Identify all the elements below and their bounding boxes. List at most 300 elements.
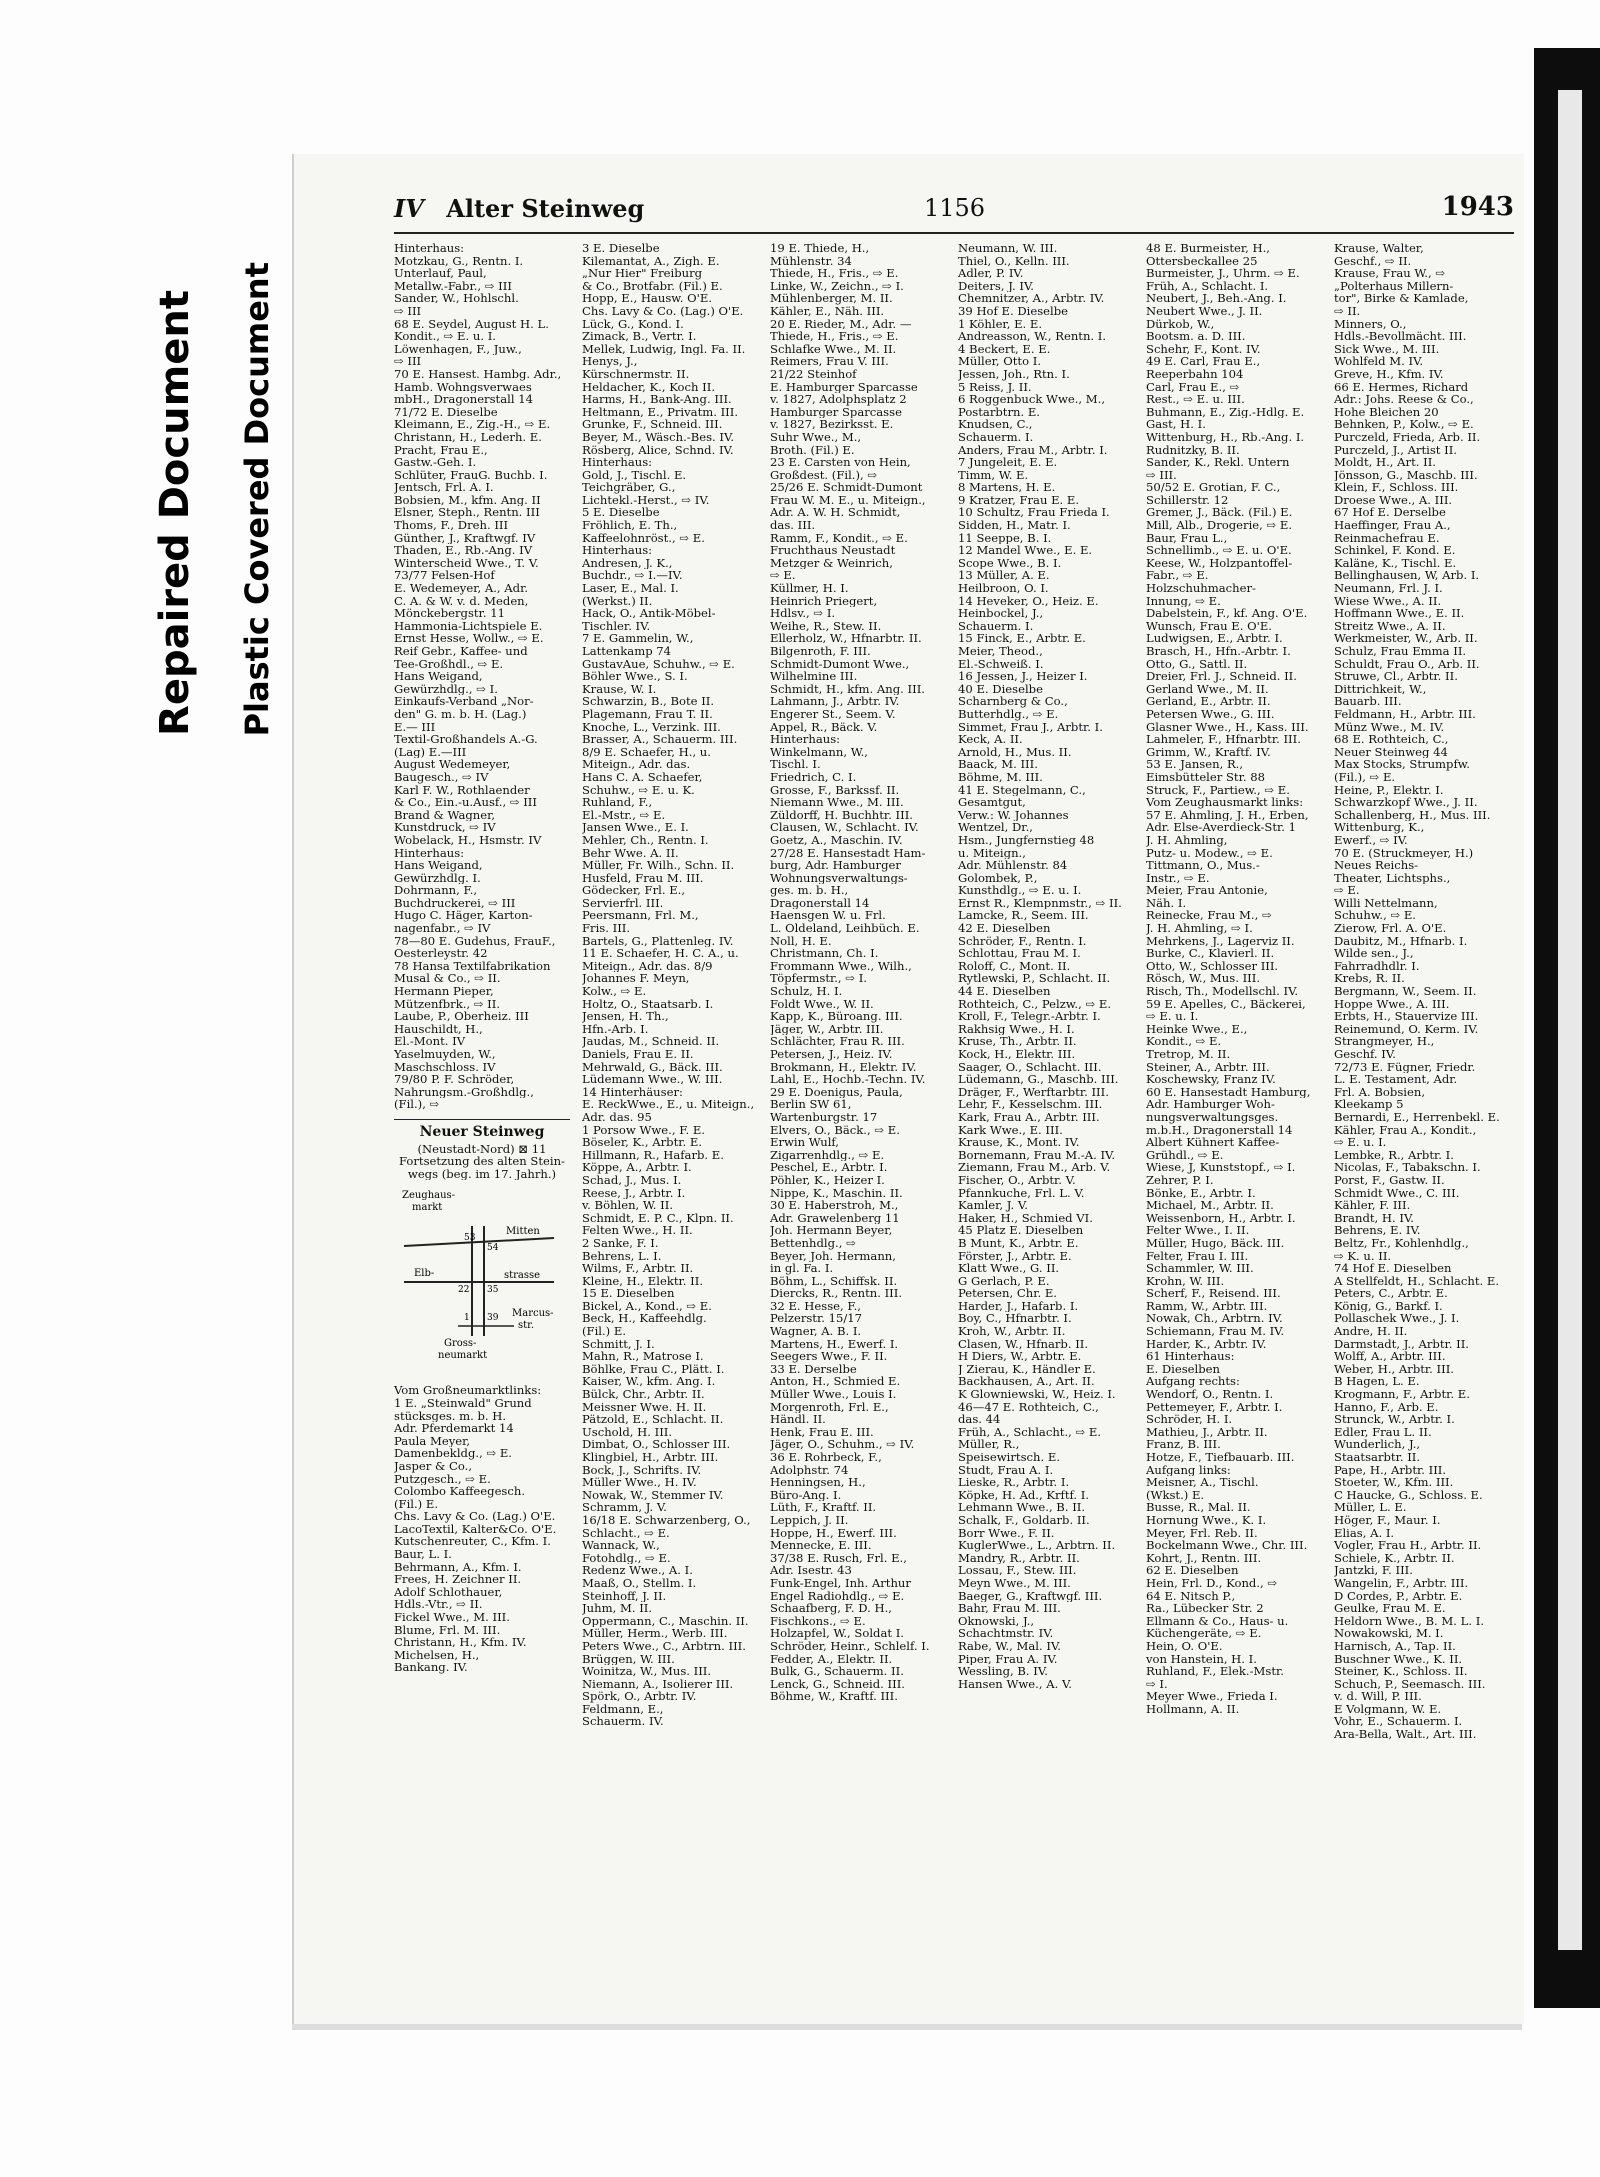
directory-entry-line: Rudnitzky, B. II. [1146, 443, 1240, 457]
directory-entry-line: ⇨ II. [1334, 304, 1361, 318]
directory-entry-line: Hoppe, H., Ewerf. III. [770, 1526, 897, 1540]
directory-entry-line: Speisewirtsch. E. [958, 1451, 1061, 1464]
directory-entry-line: Wunsch, Frau E. O'E. [1146, 619, 1272, 633]
directory-entry-line: Löwenhagen, F., Juw., [394, 342, 522, 356]
directory-entry-line: 64 E. Nitsch P., [1146, 1589, 1236, 1603]
directory-entry-line: Lahmeler, F., Hfnarbtr. III. [1146, 733, 1301, 746]
directory-entry-line: 19 E. Thiede, H., [770, 242, 870, 255]
directory-entry-line: 46—47 E. Rothteich, C., [958, 1400, 1099, 1414]
directory-entry-line: nungsverwaltungsges. [1146, 1110, 1279, 1124]
directory-entry-line: ⇨ K. u. II. [1334, 1249, 1392, 1263]
directory-entry-line: Thiede, H., Fris., ⇨ E. [770, 267, 899, 280]
street-title: Alter Steinweg [446, 194, 645, 223]
directory-entry-line: 15 E. Dieselben [582, 1287, 675, 1300]
directory-entry-line: Miteign., Adr. das. 8/9 [582, 959, 713, 973]
directory-entry-line: Keese, W., Holzpantoffel- [1146, 556, 1293, 570]
map-label: 22 [458, 1285, 470, 1296]
directory-entry-line: Beltz, Fr., Kohlenhdlg., [1334, 1236, 1469, 1250]
directory-entry-line: Adr. Pferdemarkt 14 [394, 1422, 514, 1435]
directory-entry-line: 7 E. Gammelin, W., [582, 632, 694, 645]
directory-entry-line: Wessling, B. IV. [958, 1665, 1048, 1678]
directory-entry-line: Noll, H. E. [770, 934, 832, 948]
directory-entry-line: Ramm, W., Arbtr. III. [1146, 1299, 1268, 1313]
directory-entry-line: Jasper & Co., [394, 1459, 473, 1473]
directory-entry-line: Uschold, H. III. [582, 1425, 673, 1439]
directory-entry-line: Schlacht., ⇨ E. [582, 1526, 670, 1540]
directory-entry-line: Frau W. M. E., u. Miteign., [770, 493, 926, 507]
directory-entry-line: Lahl, E., Hochb.-Techn. IV. [770, 1073, 926, 1086]
directory-entry-line: Putzgesch., ⇨ E. [394, 1472, 491, 1486]
directory-entry-line: Verw.: W. Johannes [958, 808, 1069, 822]
directory-entry-line: Hans Weigand, [394, 859, 483, 872]
directory-entry-line: Wagner, A. B. I. [770, 1325, 862, 1338]
directory-entry-line: 50/52 E. Grotian, F. C., [1146, 481, 1281, 494]
directory-entry-line: Schauerm. IV. [582, 1715, 664, 1729]
directory-entry-line: Bauarb. III. [1334, 695, 1402, 708]
directory-entry-line: Schiele, K., Arbtr. II. [1334, 1551, 1455, 1565]
directory-entry-line: Thoms, F., Dreh. III [394, 519, 509, 532]
directory-entry-line: Chs. Lavy & Co. (Lag.) O'E. [582, 304, 744, 318]
directory-entry-line: Woinitza, W., Mus. III. [582, 1665, 712, 1678]
directory-entry-line: Gesamtgut, [958, 796, 1026, 809]
header-left [394, 194, 644, 223]
directory-entry-line: Bergmann, W., Seem. II. [1334, 985, 1477, 998]
directory-entry-line: Feldmann, E., [582, 1702, 664, 1716]
directory-entry-line: v. Böhlen, W. II. [582, 1199, 674, 1212]
directory-entry-line: Henk, Frau E. III. [770, 1425, 874, 1439]
directory-entry-line: Hohe Bleichen 20 [1334, 405, 1439, 419]
directory-entry-line: Schalk, F., Goldarb. II. [958, 1513, 1090, 1527]
directory-entry-line: Peschel, E., Arbtr. I. [770, 1161, 888, 1174]
directory-entry-line: Wilhelmine III. [770, 670, 858, 683]
directory-entry-line: Hans Weigand, [394, 670, 483, 683]
directory-entry-line: Köppe, A., Arbtr. I. [582, 1161, 692, 1174]
map-label: Zeughaus- [402, 1190, 456, 1202]
directory-entry-line: 33 E. Derselbe [770, 1362, 857, 1376]
directory-entry-line: 14 Hinterhäuser: [582, 1085, 683, 1099]
directory-entry-line: Busse, R., Mal. II. [1146, 1501, 1251, 1514]
street-map-drawing [394, 1186, 564, 1376]
directory-entry-line: 11 E. Schaefer, H. C. A., u. [582, 947, 739, 960]
map-label: neumarkt [438, 1350, 488, 1362]
directory-entry-line: Strunck, W., Arbtr. I. [1334, 1413, 1455, 1426]
directory-entry-line: Anders, Frau M., Arbtr. I. [958, 443, 1108, 457]
map-label: Gross- [444, 1338, 477, 1350]
directory-entry-line: Wangelin, F., Arbtr. III. [1334, 1576, 1469, 1590]
directory-entry-line: Schillerstr. 12 [1146, 493, 1229, 507]
directory-entry-line: Weissenborn, H., Arbtr. I. [1146, 1211, 1296, 1225]
directory-entry-line: Gewürzhdlg. I. [394, 871, 481, 885]
directory-entry-line: Schröder, H. I. [1146, 1413, 1233, 1426]
directory-entry-line: Diercks, R., Rentn. III. [770, 1287, 903, 1300]
directory-entry-line: Lüth, F., Kraftf. II. [770, 1501, 877, 1514]
directory-entry-line: Geschf. IV. [1334, 1048, 1396, 1061]
directory-entry-line: 25/26 E. Schmidt-Dumont [770, 481, 923, 494]
directory-entry-line: burg, Adr. Hamburger [770, 859, 901, 872]
directory-entry-line: 37/38 E. Rusch, Frl. E., [770, 1551, 907, 1565]
directory-entry-line: Christmann, Ch. I. [770, 947, 879, 960]
directory-entry-line: Meyn Wwe., M. III. [958, 1576, 1071, 1590]
directory-entry-line: Oesterleystr. 42 [394, 947, 488, 960]
directory-entry-line: von Hanstein, H. I. [1146, 1652, 1257, 1666]
directory-entry-line: Max Stocks, Strumpfw. [1334, 758, 1470, 771]
map-label: 35 [487, 1285, 499, 1296]
directory-entry-line: (Fil.) E. [394, 1497, 439, 1511]
directory-entry-line: Felter Wwe., I. II. [1146, 1224, 1250, 1237]
directory-entry-line: Thaden, E., Rb.-Ang. IV [394, 544, 533, 557]
directory-entry-line: Saager, O., Schlacht. III. [958, 1060, 1102, 1074]
directory-entry-line: Vohr, E., Schauerm. I. [1334, 1715, 1463, 1729]
directory-entry-line: & Co., Brotfabr. (Fil.) E. [582, 279, 723, 293]
directory-entry-line: Früh, A., Schlacht. I. [1146, 279, 1269, 293]
directory-entry-line: 45 Platz E. Dieselben [958, 1224, 1084, 1237]
directory-entry-line: Adr. Isestr. 43 [770, 1564, 852, 1577]
directory-entry-line: 30 E. Haberstroh, M., [770, 1199, 899, 1212]
directory-entry-line: Adr. Else-Averdieck-Str. 1 [1146, 821, 1297, 834]
directory-entry-line: Reinmachefrau E. [1334, 531, 1440, 545]
directory-entry-line: Jensen, H. Th., [582, 1010, 669, 1023]
directory-entry-line: Näh. I. [1146, 896, 1187, 910]
map-label: 53 [464, 1233, 476, 1244]
directory-entry-line: Otto, G., Sattl. II. [1146, 657, 1248, 671]
directory-entry-line: Schlüter, FrauG. Buchb. I. [394, 468, 548, 482]
directory-entry-line: Koschewsky, Franz IV. [1146, 1073, 1276, 1086]
directory-entry-line: Engel Radiohdlg., ⇨ E. [770, 1589, 905, 1603]
directory-entry-line: Kark, Frau A., Arbtr. III. [958, 1110, 1100, 1124]
directory-entry-line: E. Dieselben [1146, 1362, 1220, 1376]
directory-entry-line: Grühdl., ⇨ E. [1146, 1148, 1224, 1162]
directory-entry-line: Hoffmann Wwe., E. II. [1334, 607, 1465, 620]
directory-entry-line: Schauerm. I. [958, 430, 1034, 444]
directory-entry-line: Golombek, P., [958, 871, 1038, 885]
directory-entry-line: Schulz, Frau Emma II. [1334, 645, 1467, 658]
directory-entry-line: Klein, F., Schloss. III. [1334, 481, 1459, 494]
directory-entry-line: Kleine, H., Elektr. II. [582, 1274, 704, 1288]
directory-entry-line: m.b.H., Dragonerstall 14 [1146, 1123, 1293, 1137]
directory-entry-line: Schachtmstr. IV. [958, 1627, 1054, 1640]
directory-entry-line: Vom Zeughausmarkt links: [1146, 796, 1304, 809]
directory-entry-line: Wolff, A., Arbtr. III. [1334, 1350, 1446, 1363]
directory-entry-line: Böhlke, Frau C., Plätt. I. [582, 1362, 725, 1376]
directory-entry-line: Kohrt, J., Rentn. III. [1146, 1551, 1262, 1565]
directory-entry-line: Tischler. IV. [582, 619, 651, 633]
directory-entry-line: Wohlfeld M. IV. [1334, 355, 1424, 368]
directory-entry-line: L. Oldeland, Leihbüch. E. [770, 922, 920, 935]
directory-entry-line: tor", Birke & Kamlade, [1334, 292, 1469, 305]
directory-entry-line: Wohnungsverwaltungs- [770, 871, 908, 885]
directory-entry-line: Mennecke, E. III. [770, 1539, 872, 1552]
directory-entry-line: Unterlauf, Paul, [394, 267, 487, 280]
directory-entry-line: Dräger, F., Werftarbtr. III. [958, 1085, 1109, 1099]
directory-entry-line: Steiner, A., Arbtr. III. [1146, 1060, 1270, 1074]
directory-entry-line: Albert Kühnert Kaffee- [1146, 1136, 1280, 1149]
directory-entry-line: Clasen, W., Hfnarb. II. [958, 1337, 1089, 1351]
scanner-edge-gap [1558, 90, 1582, 1950]
directory-entry-line: Strangmeyer, H., [1334, 1035, 1435, 1048]
directory-entry-line: Scherf, F., Reisend. III. [1146, 1287, 1281, 1300]
directory-entry-line: Hsm., Jungfernstieg 48 [958, 833, 1095, 847]
directory-entry-line: Schlächter, Frau R. III. [770, 1035, 905, 1048]
map-label: 1 [464, 1313, 470, 1324]
directory-entry-line: & Co., Ein.-u.Ausf., ⇨ III [394, 796, 537, 809]
directory-entry-line: Kamler, J. V. [958, 1199, 1028, 1212]
directory-page [292, 154, 1524, 2024]
directory-entry-line: Hfn.-Arb. I. [582, 1022, 649, 1036]
directory-entry-line: Adr. A. W. H. Schmidt, [770, 506, 901, 520]
directory-entry-line: Henningsen, H., [770, 1476, 866, 1489]
directory-entry-line: Spörk, O., Arbtr. IV. [582, 1690, 697, 1703]
directory-entry-line: Steiner, K., Schloss. II. [1334, 1665, 1468, 1678]
directory-entry-line: ⇨ E. u. I. [1334, 1136, 1387, 1149]
directory-entry-line: Grunke, F., Schneid. III. [582, 418, 723, 431]
directory-entry-line: Kähler, Frau A., Kondit., [1334, 1123, 1477, 1137]
directory-entry-line: Instr., ⇨ E. [1146, 871, 1210, 885]
directory-entry-line: 74 Hof E. Dieselben [1334, 1262, 1452, 1275]
directory-entry-line: Felter, Frau I. III. [1146, 1249, 1249, 1263]
directory-entry-line: Küllmer, H. I. [770, 582, 849, 595]
directory-entry-line: Christann, H., Kfm. IV. [394, 1636, 527, 1649]
directory-entry-line: 6 Roggenbuck Wwe., M., [958, 393, 1106, 406]
directory-entry-line: 49 E. Carl, Frau E., [1146, 355, 1261, 368]
map-label: Mitten [506, 1226, 540, 1238]
directory-entry-line: Schiemann, Frau M. IV. [1146, 1325, 1285, 1338]
directory-entry-line: Reeperbahn 104 [1146, 367, 1244, 381]
directory-entry-line: Mehrkens, J., Lagerviz II. [1146, 934, 1295, 948]
directory-entry-line: Schröder, F., Rentn. I. [958, 934, 1087, 948]
directory-entry-line: Jäger, O., Schuhm., ⇨ IV. [770, 1438, 915, 1451]
directory-entry-line: Wendorf, O., Rentn. I. [1146, 1388, 1274, 1401]
directory-entry-line: Servierfrl. III. [582, 896, 664, 910]
directory-entry-line: Appel, R., Bäck. V. [770, 720, 878, 734]
directory-entry-line: ⇨ III. [1146, 468, 1177, 482]
directory-entry-line: Förster, J., Arbtr. E. [958, 1249, 1072, 1263]
directory-entry-line: Dohrmann, F., [394, 884, 478, 897]
directory-entry-line: Goetz, A., Maschin. IV. [770, 833, 903, 847]
section-subtitle: wegs (beg. im 17. Jahrh.) [407, 1167, 557, 1181]
directory-entry-line: Schlafke Wwe., M. II. [770, 342, 897, 356]
directory-entry-line: Wiese Wwe., A. II. [1334, 594, 1442, 608]
directory-entry-line: Wilde sen., J., [1334, 947, 1414, 960]
directory-entry-line: Wittenburg, H., Rb.-Ang. I. [1146, 430, 1305, 444]
directory-entry-line: Müller, Otto I. [958, 355, 1042, 368]
directory-entry-line: Miteign., Adr. das. [582, 758, 691, 771]
directory-entry-line: König, G., Barkf. I. [1334, 1299, 1443, 1313]
directory-entry-line: Hauschildt, H., [394, 1022, 483, 1036]
directory-entry-line: Darmstadt, J., Arbtr. II. [1334, 1337, 1469, 1351]
directory-entry-line: 73/77 Felsen-Hof [394, 569, 495, 583]
directory-entry-line: Pelzerstr. 15/17 [770, 1312, 863, 1326]
directory-entry-line: Mandry, R., Arbtr. II. [958, 1551, 1080, 1565]
directory-entry-line: Adr. Mühlenstr. 84 [958, 859, 1068, 872]
directory-entry-line: Bornemann, Frau M.-A. IV. [958, 1148, 1116, 1162]
directory-entry-line: 21/22 Steinhof [770, 367, 857, 381]
directory-entry-line: Bönke, E., Arbtr. I. [1146, 1186, 1256, 1200]
directory-entry-line: Friedrich, C. I. [770, 770, 857, 784]
directory-entry-line: Arnold, H., Mus. II. [958, 745, 1072, 759]
directory-entry-line: 23 E. Carsten von Hein, [770, 456, 911, 469]
directory-entry-line: Tretrop, M. II. [1146, 1048, 1231, 1061]
directory-entry-line: Seegers Wwe., F. II. [770, 1350, 888, 1363]
directory-entry-line: Einkaufs-Verband „Nor- [394, 695, 534, 708]
directory-entry-line: Fris. III. [582, 922, 631, 935]
directory-entry-line: (Fil.), ⇨ E. [1334, 770, 1396, 784]
directory-entry-line: Sick Wwe., M. III. [1334, 342, 1440, 356]
directory-entry-line: Pape, H., Arbtr. III. [1334, 1463, 1447, 1477]
directory-entry-line: Purczeld, J., Artist II. [1334, 443, 1457, 457]
directory-entry-line: 12 Mandel Wwe., E. E. [958, 544, 1093, 557]
directory-entry-line: Simmet, Frau J., Arbtr. I. [958, 720, 1103, 734]
directory-entry-line: Kolw., ⇨ E. [582, 985, 647, 998]
directory-entry-line: Neubert, J., Beh.-Ang. I. [1146, 292, 1287, 305]
directory-entry-line: Maschschloss. IV [394, 1060, 496, 1074]
directory-entry-line: 7 Jungeleit, E. E. [958, 456, 1058, 469]
directory-entry-line: Kilemantat, A., Zigh. E. [582, 254, 720, 268]
directory-entry-line: Wobelack, H., Hsmstr. IV [394, 833, 542, 847]
directory-entry-line: Mahn, R., Matrose I. [582, 1350, 704, 1363]
directory-entry-line: Franz, B. III. [1146, 1438, 1221, 1451]
directory-entry-line: Anton, H., Schmied E. [770, 1375, 901, 1389]
directory-entry-line: Hans C. A. Schaefer, [582, 770, 703, 784]
directory-entry-line: Schulz, H. I. [770, 985, 843, 998]
directory-entry-line: Chemnitzer, A., Arbtr. IV. [958, 292, 1105, 305]
directory-entry-line: Bettenhdlg., ⇨ [770, 1236, 856, 1250]
directory-entry-line: Haker, H., Schmied VI. [958, 1211, 1093, 1225]
directory-entry-line: Heinbockel, J., [958, 607, 1044, 620]
directory-entry-line: Zimack, B., Vertr. I. [582, 330, 697, 343]
column-6 [1334, 242, 1510, 1982]
directory-entry-line: Schmidt-Dumont Wwe., [770, 657, 910, 671]
directory-entry-line: Burmeister, J., Uhrm. ⇨ E. [1146, 267, 1300, 280]
directory-entry-line: Beck, H., Kaffeehdlg. [582, 1312, 707, 1326]
directory-entry-line: Musal & Co., ⇨ II. [394, 972, 501, 986]
directory-entry-line: Hornung Wwe., K. I. [1146, 1513, 1267, 1527]
directory-entry-line: Rösch, W., Mus. III. [1146, 972, 1261, 986]
directory-entry-line: Kähler, E., Näh. III. [770, 304, 885, 318]
directory-entry-line: v. 1827, Adolphsplatz 2 [770, 393, 907, 406]
directory-entry-line: Kapp, K., Büroang. III. [770, 1010, 903, 1023]
directory-entry-line: Tittmann, O., Mus.- [1146, 859, 1260, 872]
directory-entry-line: Clausen, W., Schlacht. IV. [770, 821, 919, 834]
directory-entry-line: Bootsm. a. D. III. [1146, 330, 1246, 343]
directory-entry-line: Bellinghausen, W, Arb. I. [1334, 569, 1480, 583]
directory-entry-line: Johannes F. Meyn, [582, 972, 690, 986]
directory-entry-line: Gast, H. I. [1146, 418, 1206, 431]
directory-entry-line: Gewürzhdlg., ⇨ I. [394, 682, 498, 696]
directory-entry-line: Erbts, H., Stauervize III. [1334, 1010, 1479, 1023]
directory-entry-line: Zehrer, P. I. [1146, 1173, 1214, 1187]
directory-entry-line: Kleimann, E., Zig.-H., ⇨ E. [394, 418, 551, 431]
directory-entry-line: Holtz, O., Staatsarb. I. [582, 997, 714, 1011]
directory-entry-line: Heldacher, K., Koch II. [582, 380, 716, 394]
directory-entry-line: Hugo C. Häger, Karton- [394, 909, 533, 923]
directory-entry-line: Redenz Wwe., A. I. [582, 1564, 693, 1577]
directory-entry-line: Sander, W., Hohlschl. [394, 292, 519, 305]
directory-entry-line: 59 E. Apelles, C., Bäckerei, [1146, 997, 1306, 1011]
directory-entry-line: Lahmann, J., Arbtr. IV. [770, 695, 900, 708]
directory-entry-line: Schwarzkopf Wwe., J. II. [1334, 796, 1478, 809]
directory-entry-line: Händl. II. [770, 1413, 826, 1426]
directory-entry-line: Laser, E., Mal. I. [582, 582, 679, 595]
directory-entry-line: Leppich, J. II. [770, 1513, 849, 1527]
directory-entry-line: Motzkau, G., Rentn. I. [394, 254, 524, 268]
directory-entry-line: Pracht, Frau E., [394, 443, 488, 457]
directory-entry-line: LacoTextil, Kalter&Co. O'E. [394, 1522, 557, 1536]
directory-entry-line: Behr Wwe. A. II. [582, 846, 679, 860]
directory-entry-line: Behrens, L. I. [582, 1249, 662, 1263]
directory-entry-line: H Diers, W., Arbtr. E. [958, 1350, 1082, 1363]
directory-entry-line: Rabe, W., Mal. IV. [958, 1639, 1061, 1653]
directory-entry-line: Martens, H., Ewerf. I. [770, 1337, 899, 1351]
directory-entry-line: Mühlenstr. 34 [770, 254, 852, 268]
directory-entry-line: Krogmann, F., Arbtr. E. [1334, 1388, 1470, 1401]
directory-entry-line: 70 E. (Struckmeyer, H.) [1334, 846, 1474, 860]
directory-entry-line: Holzschuhmacher- [1146, 582, 1256, 595]
directory-entry-line: Beyer, M., Wäsch.-Bes. IV. [582, 430, 735, 444]
directory-entry-line: C Haucke, G., Schloss. E. [1334, 1488, 1483, 1502]
directory-entry-line: B Munt, K., Arbtr. E. [958, 1236, 1079, 1250]
directory-entry-line: Chs. Lavy & Co. (Lag.) O'E. [394, 1510, 556, 1523]
directory-entry-line: Struck, F., Partiew., ⇨ E. [1146, 783, 1290, 797]
directory-entry-line: Dittrichkeit, W., [1334, 682, 1427, 696]
directory-entry-line: Krause, K., Mont. IV. [958, 1136, 1080, 1149]
directory-entry-line: Feldmann, H., Arbtr. III. [1334, 707, 1476, 721]
directory-entry-line: Höger, F., Maur. I. [1334, 1513, 1441, 1527]
directory-entry-line: ⇨ E. [1334, 884, 1360, 897]
directory-entry-line: Meyer Wwe., Frieda I. [1146, 1690, 1278, 1703]
directory-entry-line: Elsner, Steph., Rentn. III [394, 506, 540, 520]
directory-entry-line: Wiese, J, Kunststopf., ⇨ I. [1146, 1161, 1296, 1174]
directory-entry-line: Jentsch, Frl. A. I. [394, 481, 494, 494]
directory-entry-line: Fickel Wwe., M. III. [394, 1611, 510, 1624]
directory-entry-line: Ramm, F., Kondit., ⇨ E. [770, 531, 908, 545]
directory-entry-line: u. Miteign., [958, 846, 1026, 860]
directory-entry-line: das. III. [770, 519, 816, 532]
directory-entry-line: Morgenroth, Frl. E., [770, 1400, 889, 1414]
directory-entry-line: Schmitt, J. I. [582, 1337, 655, 1351]
directory-entry-line: Hopp, E., Hausw. O'E. [582, 292, 713, 305]
directory-entry-line: Müller Wwe., H. IV. [582, 1476, 697, 1489]
directory-entry-line: Krebs, R. II. [1334, 972, 1405, 986]
directory-entry-line: C. A. & W. v. d. Meden, [394, 594, 529, 608]
directory-entry-line: E. Hamburger Sparcasse [770, 380, 918, 394]
directory-entry-line: 8 Martens, H. E. [958, 481, 1056, 494]
directory-entry-line: Hein, O. O'E. [1146, 1639, 1223, 1653]
directory-entry-line: Droese Wwe., A. III. [1334, 493, 1453, 507]
directory-entry-line: Baur, L. I. [394, 1548, 452, 1561]
directory-entry-line: 61 Hinterhaus: [1146, 1350, 1235, 1363]
directory-entry-line: Borr Wwe., F. II. [958, 1526, 1055, 1540]
directory-entry-line: Struwe, Cl., Arbtr. II. [1334, 670, 1458, 683]
directory-entry-line: Kleekamp 5 [1334, 1098, 1404, 1111]
map-label: str. [518, 1320, 535, 1332]
directory-entry-line: Adr. Hamburger Woh- [1146, 1098, 1275, 1111]
directory-entry-line: Putz- u. Modew., ⇨ E. [1146, 846, 1273, 860]
directory-entry-line: Behrens, E. IV. [1334, 1224, 1421, 1237]
directory-entry-line: (Wkst.) E. [1146, 1488, 1205, 1502]
directory-entry-line: Mönckebergstr. 11 [394, 607, 505, 620]
directory-entry-line: 68 E. Seydel, August H. L. [394, 317, 549, 331]
column-3 [770, 242, 946, 1982]
directory-entry-line: K Glowniewski, W., Heiz. I. [958, 1388, 1116, 1401]
directory-entry-line: Tee-Großhdl., ⇨ E. [394, 657, 504, 671]
directory-entry-line: Jessen, Joh., Rtn. I. [958, 367, 1070, 381]
directory-entry-line: 15 Finck, E., Arbtr. E. [958, 632, 1086, 645]
directory-entry-line: Schuhw., ⇨ E. u. K. [582, 783, 695, 797]
directory-entry-line: Yaselmuyden, W., [394, 1048, 496, 1061]
directory-entry-line: Jansen Wwe., E. I. [582, 821, 689, 834]
directory-entry-line: Fedder, A., Elektr. II. [770, 1652, 893, 1666]
directory-entry-line: den" G. m. b. H. (Lag.) [394, 707, 527, 721]
